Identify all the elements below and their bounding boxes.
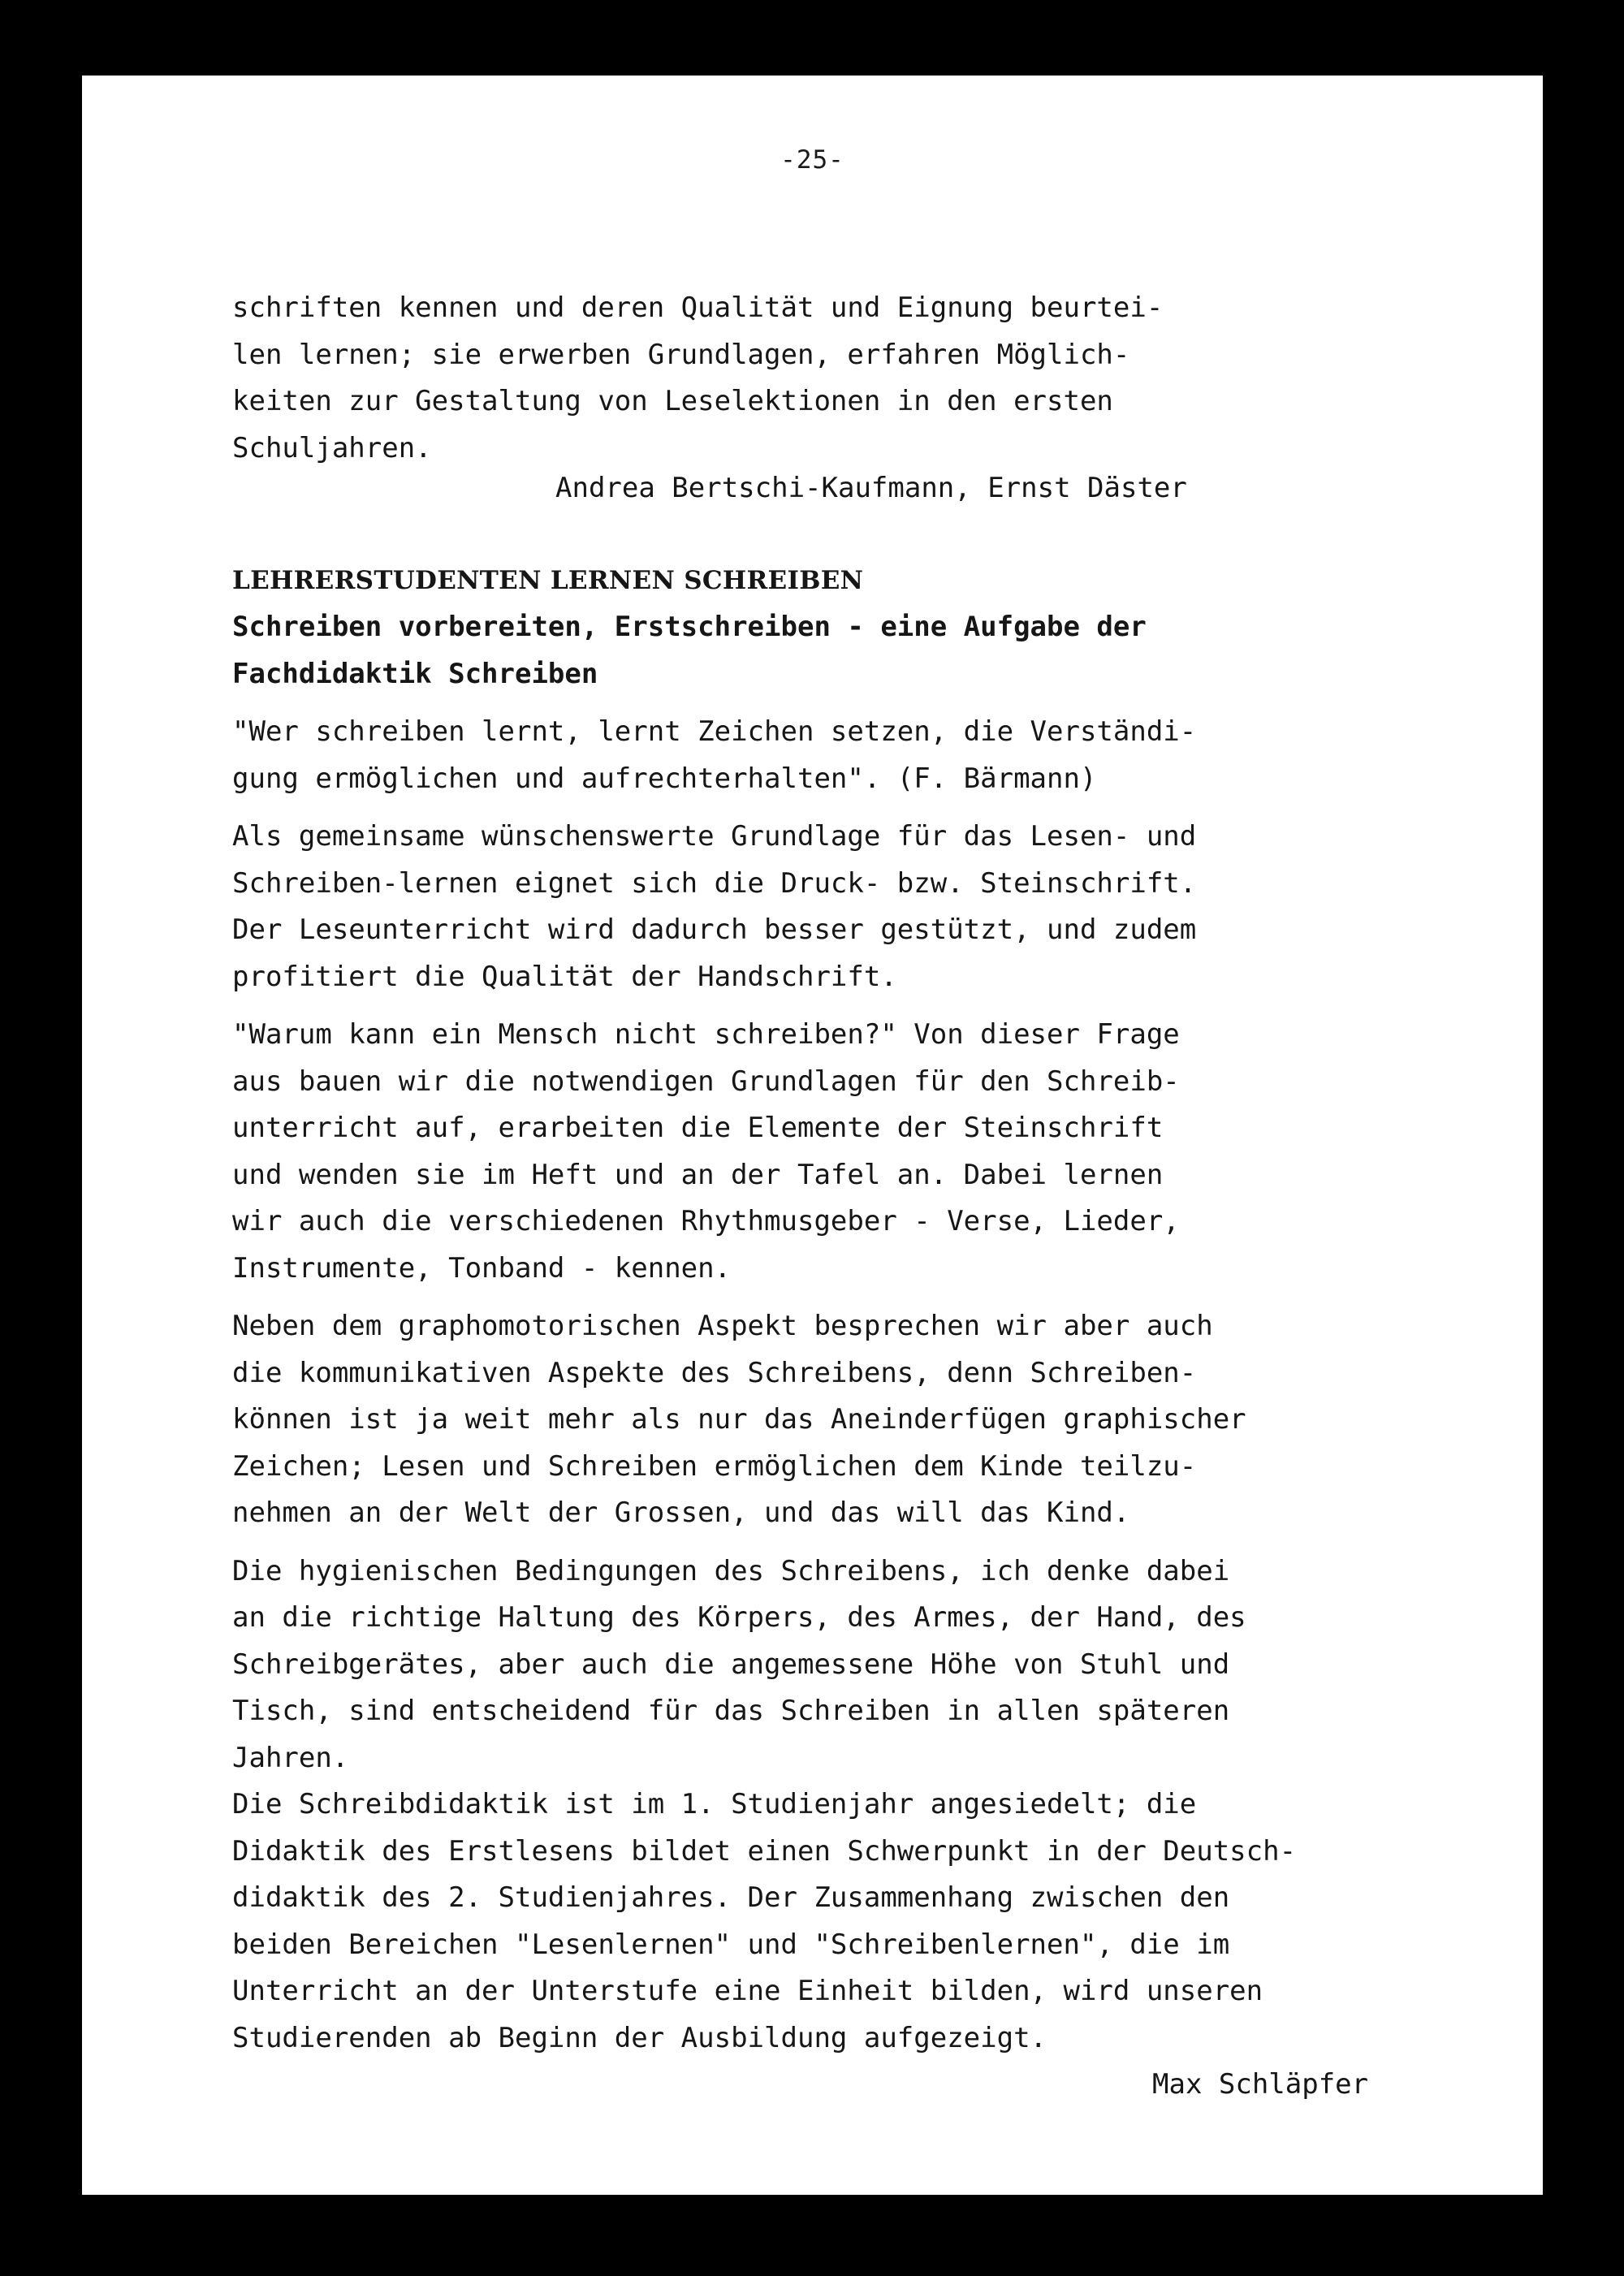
section-author: Max Schläpfer: [1152, 2068, 1369, 2101]
text-line: Didaktik des Erstlesens bildet einen Schwerpunkt in der Deutsch-: [232, 1834, 1297, 1868]
text-line: können ist ja weit mehr als nur das Aneinderfügen graphischer: [232, 1403, 1246, 1436]
text-line: Der Leseunterricht wird dadurch besser gestützt, und zudem: [232, 913, 1197, 946]
section-subtitle-line: Fachdidaktik Schreiben: [232, 657, 598, 690]
text-line: keiten zur Gestaltung von Leselektionen in den ersten: [232, 385, 1113, 417]
text-line: Jahren.: [232, 1741, 349, 1774]
paragraph-4: [232, 1548, 1531, 2062]
text-line: wir auch die verschiedenen Rhythmusgeber - Verse, Lieder,: [232, 1205, 1180, 1237]
document-page: [82, 76, 1543, 2195]
text-line: Schuljahren.: [232, 431, 432, 464]
text-line: Die Schreibdidaktik ist im 1. Studienjahr angesiedelt; die: [232, 1788, 1197, 1820]
intro-author: Andrea Bertschi-Kaufmann, Ernst Däster: [555, 472, 1187, 504]
text-line: profitiert die Qualität der Handschrift.: [232, 960, 897, 993]
text-line: aus bauen wir die notwendigen Grundlagen für den Schreib-: [232, 1065, 1180, 1098]
paragraph-2: [232, 1012, 1531, 1292]
paragraph-1: [232, 814, 1531, 1000]
section-title: LEHRERSTUDENTEN LERNEN SCHREIBEN: [232, 565, 864, 595]
text-line: Neben dem graphomotorischen Aspekt besprechen wir aber auch: [232, 1310, 1213, 1342]
page-number: -25-: [780, 145, 844, 175]
text-line: schriften kennen und deren Qualität und Eignung beurtei-: [232, 292, 1164, 324]
text-line: Als gemeinsame wünschenswerte Grundlage für das Lesen- und: [232, 820, 1197, 853]
text-line: "Wer schreiben lernt, lernt Zeichen setzen, die Verständi-: [232, 715, 1197, 748]
text-line: Die hygienischen Bedingungen des Schreibens, ich denke dabei: [232, 1554, 1230, 1587]
text-line: Unterricht an der Unterstufe eine Einheit bilden, wird unseren: [232, 1975, 1263, 2007]
text-line: Tisch, sind entscheidend für das Schreiben in allen späteren: [232, 1695, 1230, 1727]
text-line: Schreibgerätes, aber auch die angemessene Höhe von Stuhl und: [232, 1648, 1230, 1681]
text-line: "Warum kann ein Mensch nicht schreiben?" Von dieser Frage: [232, 1018, 1180, 1051]
section-subtitle-line: Schreiben vorbereiten, Erstschreiben - eine Aufgabe der: [232, 611, 1147, 643]
text-line: beiden Bereichen "Lesenlernen" und "Schreibenlernen", die im: [232, 1928, 1230, 1961]
text-line: nehmen an der Welt der Grossen, und das will das Kind.: [232, 1496, 1130, 1529]
page-body: [232, 285, 1531, 2109]
text-line: die kommunikativen Aspekte des Schreibens, denn Schreiben-: [232, 1356, 1197, 1389]
text-line: Zeichen; Lesen und Schreiben ermöglichen dem Kinde teilzu-: [232, 1449, 1197, 1483]
text-line: gung ermöglichen und aufrechterhalten". (F. Bärmann): [232, 762, 1097, 795]
text-line: und wenden sie im Heft und an der Tafel an. Dabei lernen: [232, 1158, 1164, 1191]
paragraph-3: [232, 1303, 1531, 1537]
text-line: Studierenden ab Beginn der Ausbildung aufgezeigt.: [232, 2021, 1047, 2054]
text-line: Instrumente, Tonband - kennen.: [232, 1251, 732, 1285]
text-line: len lernen; sie erwerben Grundlagen, erfahren Möglich-: [232, 338, 1130, 371]
text-line: an die richtige Haltung des Körpers, des Armes, der Hand, des: [232, 1601, 1246, 1634]
text-line: Schreiben-lernen eignet sich die Druck- bzw. Steinschrift.: [232, 866, 1197, 900]
intro-paragraph: [232, 285, 1531, 472]
quote-paragraph: [232, 709, 1531, 802]
text-line: unterricht auf, erarbeiten die Elemente der Steinschrift: [232, 1112, 1164, 1144]
text-line: didaktik des 2. Studienjahres. Der Zusammenhang zwischen den: [232, 1881, 1230, 1914]
